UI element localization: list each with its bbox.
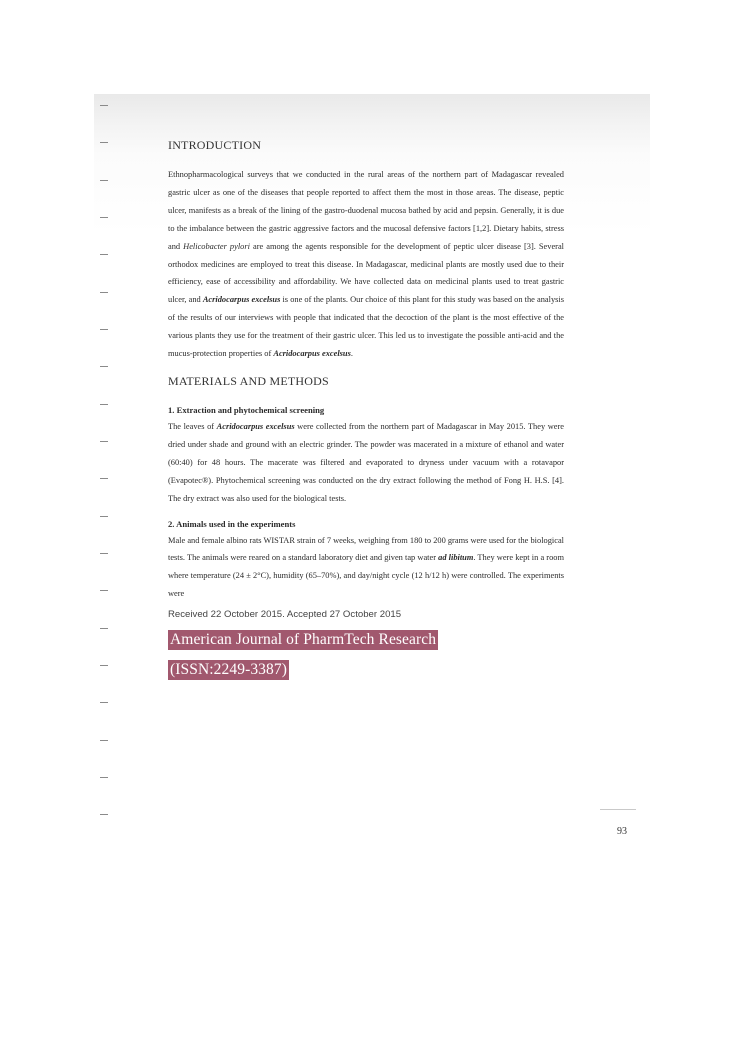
- scan-artifact-line: [600, 809, 636, 810]
- species-name: Acridocarpus excelsus: [202, 295, 281, 305]
- issn-banner: (ISSN:2249-3387): [170, 661, 287, 679]
- animals-paragraph: [168, 532, 564, 604]
- extraction-paragraph: [168, 418, 564, 508]
- received-accepted-dates: Received 22 October 2015. Accepted 27 October 2015: [168, 609, 402, 621]
- margin-binding-marks: [100, 100, 116, 830]
- article-body: [168, 138, 564, 680]
- text-run: were collected from the northern part of Madagascar in May 2015. They were dried under shade and ground with an electric grinder. The powder was macerated in a mixture of ethanol and water (60:40) for 48 hours. The macerate was filtered and evaporated to dryness under vacuum with a rotavapor (Evapotec®). Phytochemical screening was conducted on the dry extract following the method of Fong H. H.S. [4]. The dry extract was also used for the biological tests.: [168, 421, 564, 503]
- text-run: is one of the plants. Our choice of this plant for this study was based on the analysis of the results of our interviews with people that indicated that the decoction of the plant is the most effective of the various plants they use for the treatment of their gastric ulcer. This led us to investigate the possible anti-acid and the mucus-protection properties of: [168, 295, 565, 359]
- margin-mark: [100, 217, 108, 218]
- page-number: 93: [617, 826, 627, 837]
- margin-mark: [100, 628, 108, 629]
- subsection-heading-animals: 2. Animals used in the experiments: [168, 518, 296, 529]
- margin-mark: [100, 740, 108, 741]
- journal-name-banner: American Journal of PharmTech Research: [170, 631, 437, 649]
- margin-mark: [100, 665, 108, 666]
- text-run: . They were kept in a room where temperature (24 ± 2°C), humidity (65–70%), and day/night cycle (12 h/12 h) were controlled. The experiments were: [168, 553, 564, 599]
- species-name: Helicobacter pylori: [183, 241, 250, 251]
- margin-mark: [100, 366, 108, 367]
- margin-mark: [100, 553, 108, 554]
- margin-mark: [100, 590, 108, 591]
- text-run: are among the agents responsible for the development of peptic ulcer disease [3]. Several orthodox medicines are employed to treat this disease. In Madagascar, medicinal plants are mostly used due to their efficiency, ease of accessibility and affordability. We have collected data on medicinal plants used to treat gastric ulcer, and: [168, 241, 564, 305]
- text-run: Ethnopharmacological surveys that we conducted in the rural areas of the northern part of Madagascar revealed gastric ulcer as one of the diseases that people reported to affect them the most in those areas. The disease, peptic ulcer, manifests as a break of the lining of the gastro-duodenal mucosa bathed by acid and pepsin. Generally, it is due to the imbalance between the gastric aggressive factors and the mucosal defensive factors [1,2]. Dietary habits, stress and: [168, 170, 564, 251]
- margin-mark: [100, 441, 108, 442]
- margin-mark: [100, 404, 108, 405]
- margin-mark: [100, 254, 108, 255]
- text-run: .: [350, 349, 353, 359]
- text-run: The leaves of: [168, 421, 217, 431]
- species-name: Acridocarpus excelsus: [216, 421, 295, 431]
- section-heading-introduction: INTRODUCTION: [168, 138, 262, 152]
- introduction-paragraph: [168, 166, 564, 363]
- margin-mark: [100, 478, 108, 479]
- subsection-heading-extraction: 1. Extraction and phytochemical screening: [168, 404, 325, 415]
- margin-mark: [100, 516, 108, 517]
- margin-mark: [100, 292, 108, 293]
- margin-mark: [100, 329, 108, 330]
- margin-mark: [100, 777, 108, 778]
- species-name: Acridocarpus excelsus: [273, 349, 351, 359]
- text-run: Male and female albino rats WISTAR strain of 7 weeks, weighing from 180 to 200 grams were used for the biological tests. The animals were reared on a standard laboratory diet and given tap water: [168, 535, 564, 563]
- latin-term: ad libitum: [438, 553, 474, 563]
- margin-mark: [100, 105, 108, 106]
- margin-mark: [100, 702, 108, 703]
- margin-mark: [100, 142, 108, 143]
- margin-mark: [100, 814, 108, 815]
- section-heading-materials-methods: MATERIALS AND METHODS: [168, 373, 329, 388]
- margin-mark: [100, 180, 108, 181]
